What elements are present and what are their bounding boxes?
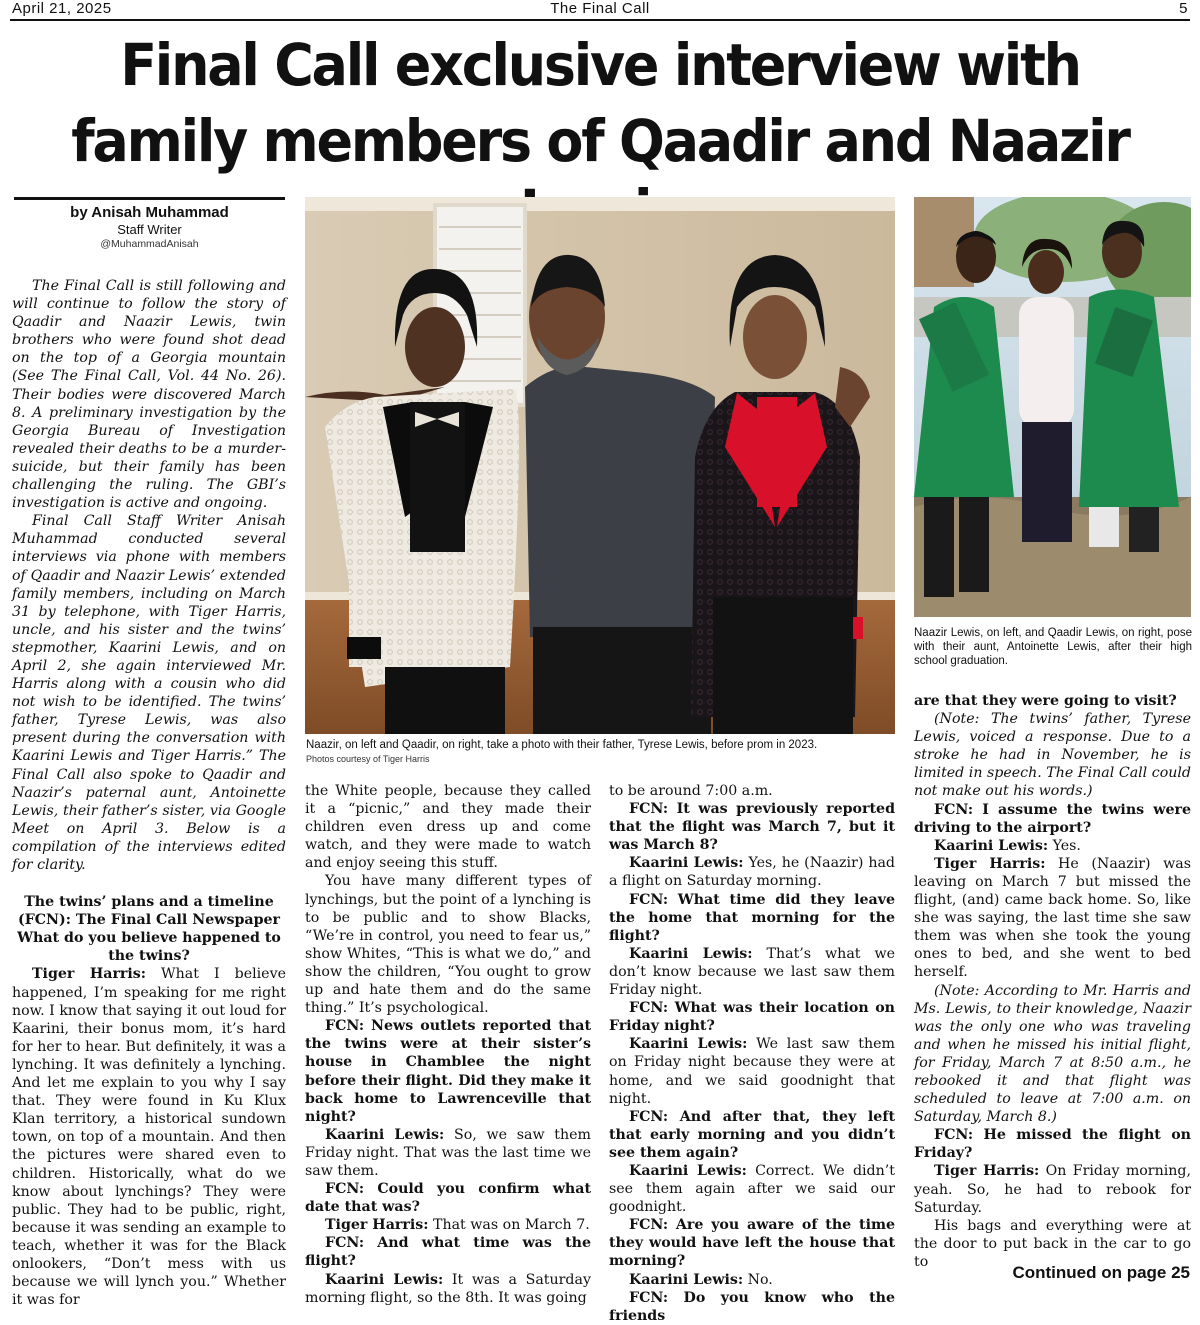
paragraph: to be around 7:00 a.m. bbox=[609, 783, 773, 799]
byline-role: Staff Writer bbox=[117, 222, 182, 237]
main-photo-caption: Naazir, on left and Qaadir, on right, take a photo with their father, Tyrese Lewis, before prom in 2023. bbox=[306, 739, 818, 751]
byline-rule bbox=[14, 197, 285, 200]
intro-paragraph-1: The Final Call is still following and will continue to follow the story of Qaadir and Naazir Lewis, twin brothers who were found shot dead on the top of a Georgia mountain (See The Final Call, Vol. 44 No. 26). Their bodies were discovered March 8. A preliminary investigation by the Georgia Bureau of Investigation revealed their deaths to be a murder-suicide, but their family has been challenging the ruling. The GBI’s investigation is active and ongoing. bbox=[12, 278, 286, 512]
speaker: Kaarini Lewis: bbox=[629, 945, 753, 962]
answer bbox=[305, 1216, 591, 1234]
question: FCN: I assume the twins were driving to the airport? bbox=[914, 801, 1191, 836]
speaker: Kaarini Lewis: bbox=[629, 1036, 748, 1053]
speaker: Kaarini Lewis: bbox=[325, 1271, 444, 1288]
page-number: 5 bbox=[1179, 0, 1188, 17]
speaker: Tiger Harris: bbox=[325, 1217, 429, 1234]
question: FCN: And after that, they left that early morning and you didn’t see them again? bbox=[609, 1108, 895, 1161]
answer bbox=[609, 1035, 895, 1107]
byline-author: by Anisah Muhammad bbox=[70, 204, 229, 221]
speaker: Kaarini Lewis: bbox=[934, 837, 1049, 854]
speaker: Tiger Harris: bbox=[32, 966, 147, 983]
answer-text: That was on March 7. bbox=[428, 1217, 590, 1234]
byline bbox=[14, 204, 285, 251]
section-heading: The twins’ plans and a timeline bbox=[24, 894, 274, 911]
headline-line-1: Final Call exclusive interview with bbox=[120, 31, 1080, 99]
answer-text: So, we saw them Friday night. That was the last time we saw them. bbox=[305, 1126, 591, 1179]
paragraph: You have many different types of lynchings, but the point of a lynching is to be public and to show Blacks, “We’re in control, you need to fear us,” show Whites, “This is what we do,” and show the children, “You ought to grow up and hate them and do the same thing.” It’s psychological. bbox=[305, 873, 591, 1017]
answer bbox=[305, 1126, 591, 1180]
answer bbox=[305, 1271, 591, 1307]
question: are that they were going to visit? bbox=[914, 693, 1177, 709]
answer-text: What I believe happened, I’m speaking for me right now. I know that saying it out loud for Kaarini, their bonus mom, it’s hard for her to hear. But definitely, it was a lynching. It was definitely a lynching. And let me explain to you why I say that. They were found in Ku Klux Klan territory, a historical sundown town, on top of a mountain. And then the pictures were shared even to children. Historically, what do we know about lynchings? They were public. They had to be public, right, because it was sending an example to teach, whether it was for the Black onlookers, “Don’t mess with us because we will lynch you.” Whether it was for bbox=[12, 966, 286, 1309]
question: FCN: Are you aware of the time they would have left the house that morning? bbox=[609, 1217, 895, 1270]
speaker: Kaarini Lewis: bbox=[629, 855, 744, 872]
answer-text: It was a Saturday morning flight, so the 8th. It was going bbox=[305, 1271, 591, 1306]
column-4 bbox=[914, 692, 1191, 1271]
answer bbox=[914, 855, 1191, 982]
speaker: Tiger Harris: bbox=[934, 855, 1046, 872]
answer bbox=[609, 1271, 895, 1289]
intro-paragraph-2: Final Call Staff Writer Anisah Muhammad conducted several interviews via phone with members of Qaadir and Naazir Lewis’ extended family members, including on March 31 by telephone, with Tiger Harris, uncle, and his sister and the twins’ stepmother, Kaarini Lewis, and on April 2, she again interviewed Mr. Harris along with a cousin who did not wish to be identified. The twins’ father, Tyrese Lewis, was also present during the conversation with Kaarini Lewis and Tiger Harris.” The Final Call also spoke to Qaadir and Naazir’s paternal aunt, Antoinette Lewis, their father’s sister, via Google Meet on April 3. Below is a compilation of the interviews edited for clarity. bbox=[12, 513, 286, 873]
answer bbox=[12, 965, 286, 1309]
answer-text: That’s what we don’t know because we last saw them Friday night. bbox=[609, 945, 895, 999]
question: FCN: Do you know who the friends bbox=[609, 1289, 895, 1324]
question: FCN: It was previously reported that the flight was March 7, but it was March 8? bbox=[609, 801, 895, 854]
answer-text: We last saw them on Friday night because they were at home, and we said goodnight that night. bbox=[609, 1036, 895, 1107]
editor-note: (Note: The twins’ father, Tyrese Lewis, voiced a response. Due to a stroke he had in November, he is limited in speech. The Final Call could not make out his words.) bbox=[914, 711, 1191, 800]
speaker: Kaarini Lewis: bbox=[629, 1271, 744, 1288]
answer-text: No. bbox=[743, 1271, 773, 1288]
continued-jump-link[interactable]: Continued on page 25 bbox=[1012, 1263, 1190, 1282]
main-photo bbox=[305, 197, 895, 734]
answer bbox=[914, 1162, 1191, 1216]
question: FCN: He missed the flight on Friday? bbox=[914, 1127, 1191, 1162]
main-photo-credit: Photos courtesy of Tiger Harris bbox=[306, 754, 430, 764]
issue-date: April 21, 2025 bbox=[12, 0, 112, 17]
question: (FCN): The Final Call Newspaper What do you believe happened to the twins? bbox=[17, 912, 281, 965]
answer-text: He (Naazir) was leaving on March 7 but missed the flight, (and) came back home. So, like she was saying, the last time she saw them was when she took the young ones to bed, and she went to bed herself. bbox=[914, 855, 1191, 981]
graduation-photo bbox=[914, 197, 1191, 617]
answer-text: Yes, he (Naazir) had a flight on Saturday morning. bbox=[609, 855, 896, 890]
speaker: Tiger Harris: bbox=[934, 1163, 1040, 1180]
answer bbox=[914, 837, 1191, 855]
question: FCN: And what time was the flight? bbox=[305, 1235, 591, 1270]
paragraph: His bags and everything were at the door to put back in the car to go to bbox=[914, 1217, 1191, 1270]
question: FCN: Could you confirm what date that was? bbox=[305, 1181, 591, 1216]
speaker: Kaarini Lewis: bbox=[325, 1126, 445, 1143]
graduation-photo-caption: Naazir Lewis, on left, and Qaadir Lewis, on right, pose with their aunt, Antoinette Lewis, after their high school graduation. bbox=[914, 627, 1192, 667]
answer bbox=[609, 854, 895, 890]
column-2 bbox=[305, 782, 591, 1307]
answer-text: Yes. bbox=[1048, 837, 1081, 854]
byline-handle: @MuhammadAnisah bbox=[100, 238, 199, 250]
paragraph: the White people, because they called it a “picnic,” and they made their children even dress up and come watch, and they were made to watch and enjoy seeing this stuff. bbox=[305, 783, 591, 872]
paper-name: The Final Call bbox=[550, 0, 650, 17]
answer-text: Correct. We didn’t see them again after we said our goodnight. bbox=[609, 1162, 895, 1216]
answer bbox=[609, 1162, 895, 1216]
answer bbox=[609, 945, 895, 999]
column-3 bbox=[609, 782, 895, 1325]
masthead-rule bbox=[10, 19, 1190, 21]
answer-text: On Friday morning, yeah. So, he had to rebook for Saturday. bbox=[914, 1163, 1191, 1216]
speaker: Kaarini Lewis: bbox=[629, 1162, 747, 1179]
headline-line-2: family members of Qaadir and Naazir bbox=[71, 107, 1129, 175]
question: FCN: What was their location on Friday night? bbox=[609, 1000, 895, 1035]
column-1 bbox=[12, 277, 286, 1309]
editor-note: (Note: According to Mr. Harris and Ms. Lewis, to their knowledge, Naazir was the only one who was traveling and when he missed his initial flight, for Friday, March 7 at 8:50 a.m., he rebooked it and that flight was scheduled to leave at 7:00 a.m. on Saturday, March 8.) bbox=[914, 982, 1191, 1126]
question: FCN: News outlets reported that the twins were at their sister’s house in Chamblee the night before their flight. Did they make it back home to Lawrenceville that night? bbox=[305, 1018, 591, 1125]
question: FCN: What time did they leave the home that morning for the flight? bbox=[609, 891, 895, 944]
